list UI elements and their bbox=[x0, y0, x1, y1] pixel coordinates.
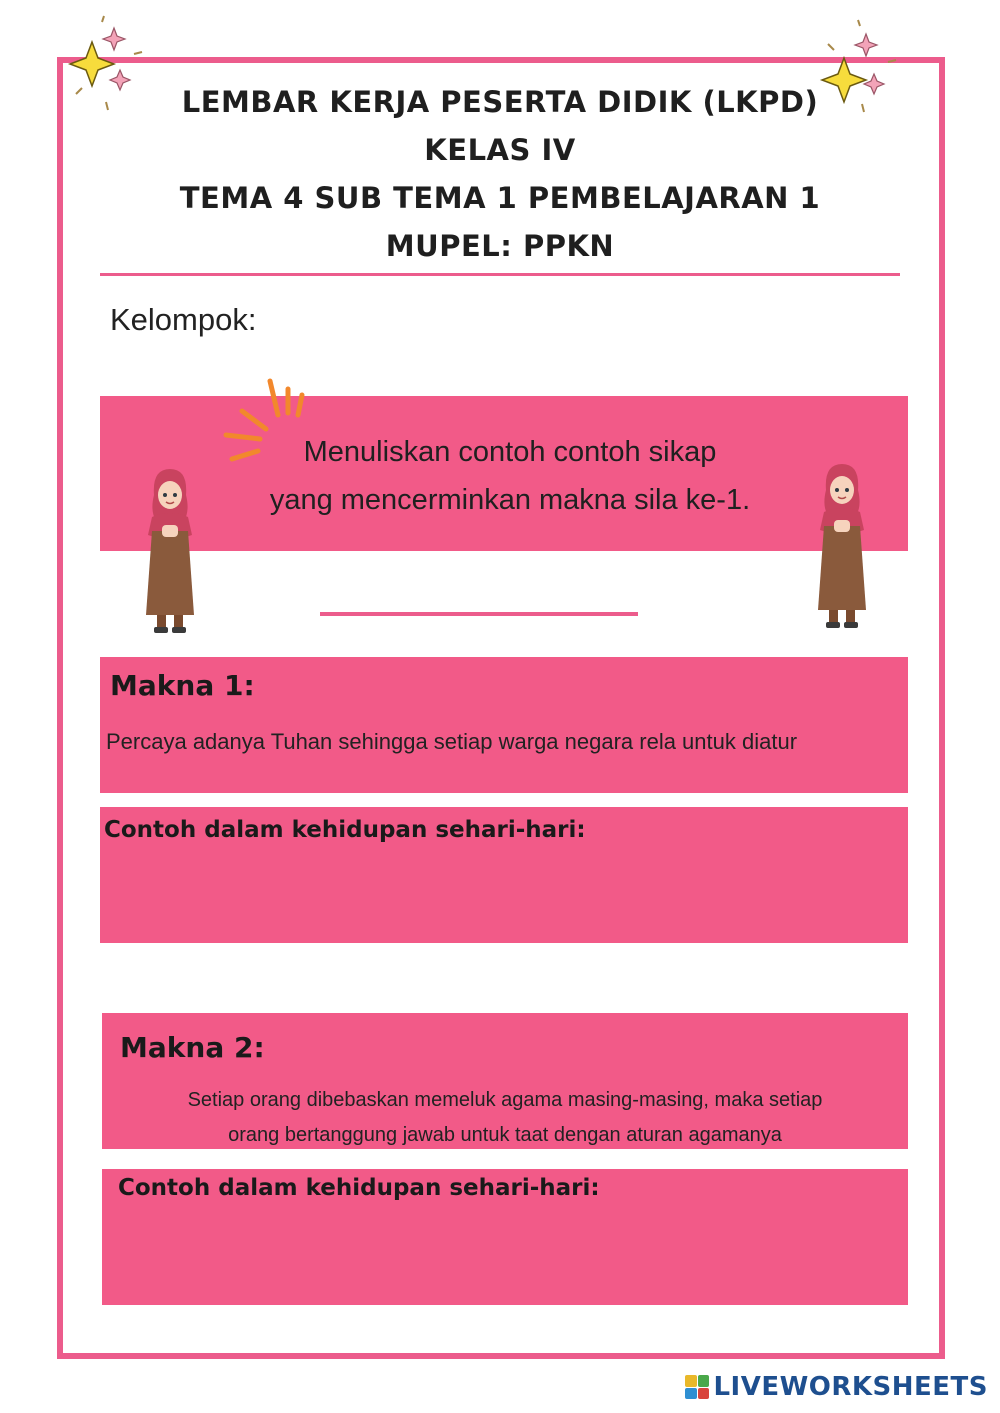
instruction-line-1: Menuliskan contoh contoh sikap bbox=[303, 436, 717, 468]
instruction-text bbox=[250, 428, 770, 524]
makna-2-title: Makna 2: bbox=[120, 1031, 265, 1064]
worksheet-header bbox=[100, 78, 900, 270]
makna-1-text: Percaya adanya Tuhan sehingga setiap warga negara rela untuk diatur bbox=[106, 729, 798, 754]
contoh-2-title: Contoh dalam kehidupan sehari-hari: bbox=[118, 1175, 600, 1201]
contoh-1-title: Contoh dalam kehidupan sehari-hari: bbox=[104, 817, 586, 843]
contoh-1-box[interactable] bbox=[100, 807, 908, 943]
header-divider bbox=[100, 273, 900, 276]
section-divider bbox=[320, 612, 638, 616]
student-girl-icon bbox=[140, 465, 200, 637]
header-line-2: KELAS IV bbox=[424, 133, 576, 167]
liveworksheets-logo-icon bbox=[685, 1375, 709, 1399]
makna-2-text bbox=[102, 1083, 908, 1153]
makna-1-title: Makna 1: bbox=[110, 669, 255, 702]
group-label: Kelompok: bbox=[110, 302, 257, 337]
burst-lines-icon bbox=[222, 375, 312, 470]
makna-2-text-line-1: Setiap orang dibebaskan memeluk agama masing-masing, maka setiap bbox=[187, 1089, 823, 1111]
contoh-2-box[interactable] bbox=[102, 1169, 908, 1305]
header-line-1: LEMBAR KERJA PESERTA DIDIK (LKPD) bbox=[181, 85, 819, 119]
watermark-text: LIVEWORKSHEETS bbox=[713, 1372, 988, 1402]
makna-2-box bbox=[102, 1013, 908, 1149]
student-girl-icon bbox=[812, 460, 872, 632]
header-line-4: MUPEL: PPKN bbox=[385, 229, 615, 263]
liveworksheets-watermark bbox=[685, 1372, 988, 1402]
instruction-line-2: yang mencerminkan makna sila ke-1. bbox=[269, 484, 751, 516]
makna-1-box bbox=[100, 657, 908, 793]
makna-2-text-line-2: orang bertanggung jawab untuk taat dengan aturan agamanya bbox=[228, 1124, 782, 1146]
header-line-3: TEMA 4 SUB TEMA 1 PEMBELAJARAN 1 bbox=[179, 181, 821, 215]
